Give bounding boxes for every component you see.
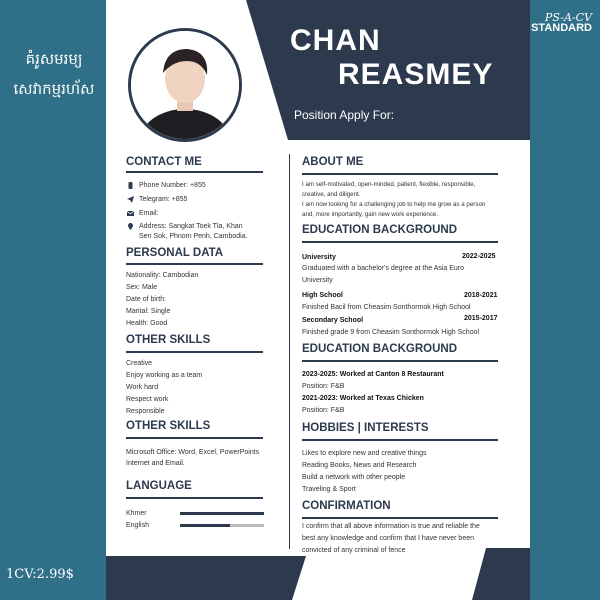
skill-item: Responsible xyxy=(126,408,165,415)
location-icon xyxy=(127,223,134,230)
position-label: Position Apply For: xyxy=(294,108,395,122)
skills2-title: OTHER SKILLS xyxy=(126,420,211,432)
education-desc: Graduated with a bachelor's degree at the Asia Euro xyxy=(302,265,465,272)
education-desc: Finished Bacil from Cheasim Sonthormok High School xyxy=(302,304,471,311)
hobby-item: Build a network with other people xyxy=(302,474,406,481)
about-line-3: I am now looking for a challenging job to help me grow as a person xyxy=(302,201,486,208)
first-name: CHAN xyxy=(290,24,381,57)
khmer-tagline xyxy=(6,44,102,104)
work-item-title: 2021-2023: Worked at Texas Chicken xyxy=(302,395,424,402)
email-icon xyxy=(127,210,134,217)
education-years: 2015-2017 xyxy=(464,315,498,322)
contact-address-2: Sen Sok, Phnom Penh, Cambodia. xyxy=(139,233,248,240)
personal-item: Sex: Male xyxy=(126,284,158,291)
education-school: Secondary School xyxy=(302,317,364,324)
education-school: University xyxy=(302,254,336,261)
footer-band-right xyxy=(472,548,530,600)
confirmation-line-1: I confirm that all above information is true and reliable the xyxy=(302,523,480,530)
skills2-line-2: Internet and Email. xyxy=(126,460,185,467)
personal-divider xyxy=(126,263,263,265)
about-divider xyxy=(302,173,498,175)
personal-item: Health: Good xyxy=(126,320,168,327)
phone-icon xyxy=(127,182,134,189)
work-divider xyxy=(302,360,498,362)
skill-item: Enjoy working as a team xyxy=(126,372,203,379)
language-bar-fill xyxy=(180,524,230,527)
education-title: EDUCATION BACKGROUND xyxy=(302,224,458,236)
education-years: 2018-2021 xyxy=(464,292,498,299)
personal-item: Marital: Single xyxy=(126,308,171,315)
work-item-position: Position: F&B xyxy=(302,407,345,414)
price-label: 1CV:2.99$ xyxy=(6,567,74,582)
language-bar-fill xyxy=(180,512,264,515)
personal-item: Nationality: Cambodian xyxy=(126,272,199,279)
brand-top: PS-A-CV xyxy=(544,11,592,24)
about-line-2: creative, and diligent. xyxy=(302,191,361,198)
education-school: High School xyxy=(302,292,343,299)
contact-address-1: Address: Sangkat Toek Tla, Khan xyxy=(139,223,243,230)
contact-divider xyxy=(126,171,263,173)
confirmation-divider xyxy=(302,517,498,519)
skills2-divider xyxy=(126,437,263,439)
confirmation-line-2: best any knowledge and confirm that I have never been xyxy=(302,535,474,542)
education-years: 2022-2025 xyxy=(462,253,496,260)
skills1-divider xyxy=(126,351,263,353)
education-divider xyxy=(302,241,498,243)
language-name: Khmer xyxy=(126,510,147,517)
contact-title: CONTACT ME xyxy=(126,156,202,168)
language-bar-khmer xyxy=(180,512,264,515)
last-name: REASMEY xyxy=(338,58,494,91)
khmer-line-1: គំរូសមរម្យ xyxy=(25,50,83,68)
telegram-icon xyxy=(127,196,134,203)
brand-bottom: STANDARD xyxy=(531,22,592,34)
cv-sheet xyxy=(106,0,530,600)
language-bar-english xyxy=(180,524,264,527)
contact-telegram: Telegram: +855 xyxy=(139,196,188,203)
profile-photo xyxy=(128,28,242,142)
work-item-position: Position: F&B xyxy=(302,383,345,390)
contact-email: Email: xyxy=(139,210,159,217)
footer-band-left xyxy=(106,556,306,600)
about-title: ABOUT ME xyxy=(302,156,364,168)
skills1-title: OTHER SKILLS xyxy=(126,334,211,346)
work-item-title: 2023-2025: Worked at Canton 8 Restaurant xyxy=(302,371,444,378)
education-desc: University xyxy=(302,277,333,284)
skill-item: Work hard xyxy=(126,384,159,391)
confirmation-title: CONFIRMATION xyxy=(302,500,391,512)
skill-item: Respect work xyxy=(126,396,169,403)
hobby-item: Reading Books, News and Research xyxy=(302,462,417,469)
language-title: LANGUAGE xyxy=(126,480,192,492)
skill-item: Creative xyxy=(126,360,153,367)
personal-title: PERSONAL DATA xyxy=(126,247,224,259)
work-title: EDUCATION BACKGROUND xyxy=(302,343,458,355)
hobby-item: Likes to explore new and creative things xyxy=(302,450,427,457)
language-divider xyxy=(126,497,263,499)
personal-item: Date of birth: xyxy=(126,296,167,303)
hobbies-divider xyxy=(302,439,498,441)
khmer-line-2: សេវាកម្មរហ័ស xyxy=(13,80,95,98)
about-line-4: and, more importantly, gain new work experience. xyxy=(302,211,439,218)
hobbies-title: HOBBIES | INTERESTS xyxy=(302,422,429,434)
skills2-line-1: Microsoft Office: Word, Excel, PowerPoints xyxy=(126,449,260,456)
hobby-item: Traveling & Sport xyxy=(302,486,356,493)
education-desc: Finished grade 9 from Cheasim Sonthormok High School xyxy=(302,329,480,336)
language-name: English xyxy=(126,522,149,529)
column-divider xyxy=(289,154,290,549)
confirmation-line-3: convicted of any criminal of fence xyxy=(302,547,406,554)
about-line-1: I am self-motivated, open-minded, patient, flexible, responsible, xyxy=(302,181,476,188)
contact-phone: Phone Number: +855 xyxy=(139,182,206,189)
brand-logo xyxy=(531,12,592,34)
